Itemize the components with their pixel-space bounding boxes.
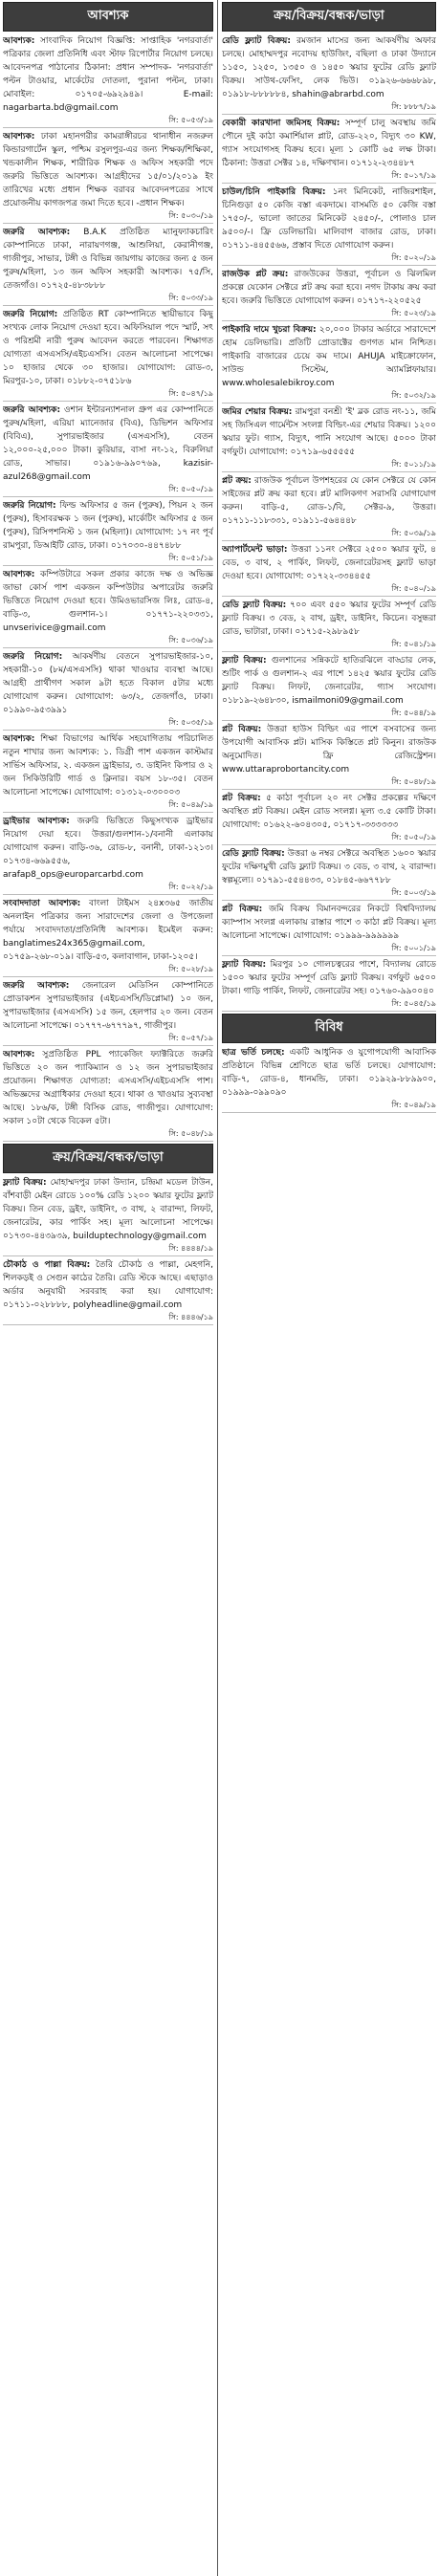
ad-lead: আবশ্যক: — [3, 734, 35, 744]
classified-ad — [222, 847, 436, 901]
classified-ad — [222, 903, 436, 956]
classified-ad — [3, 568, 213, 648]
ad-code: সি: ৫০২৮/১৯ — [168, 965, 213, 973]
ad-lead: অ্যাপার্টমেন্ট ভাড়া: — [222, 545, 288, 555]
ad-lead: ফ্ল্যাট বিক্রয়: — [222, 656, 267, 666]
ad-text: ঢাকা মহানগরীর কামরাঙ্গীরচর থানাধীন নজরুল কিন্ডারগার্টেন স্কুল, পশ্চিম রসুলপুর-এর জন্য শিক্ষক/শিক্ষিকা, খন্ডকালীন শিক্ষক, শারীরিক শিক্ষক ও অফিস সহকারী পদে জরুরি ভিত্তিতে আবশ্যক। আগ্রহীদের ১৫/০১/২০১৯ ইং তারিখের মধ্যে প্রধান শিক্ষক বরাবর আবেদনপত্রের সাথে প্রয়োজনীয় কাগজপত্র জমা দিতে হবে। -প্রধান শিক্ষক। — [3, 132, 213, 208]
classified-ad — [222, 323, 436, 404]
ad-code: সি: ৫০৪৮/১৯ — [391, 777, 436, 786]
ad-lead: ফ্ল্যাট বিক্রয়: — [3, 1178, 47, 1188]
ad-code: সি: ৫০১১/১৯ — [391, 460, 436, 469]
ad-text: উত্তরা হাউস বিল্ডিং এর পাশে বসবাসের জন্য উপযোগী আবাসিক প্লট। মাসিক কিস্তিতে প্লট কিনুন। রাজউক অনুমোদিত। ফ্রি রেজিস্ট্রেশন। www.uttaraprobortancity.com — [222, 725, 436, 775]
ad-code: সি: ৫০৫১/১৯ — [168, 554, 213, 562]
ad-code: সি: ৫০৩০/১৯ — [168, 211, 213, 220]
ad-lead: বেকারী কারখানা জমিসহ বিক্রয়: — [222, 119, 340, 128]
classified-ad — [3, 34, 213, 128]
ad-text: ১নং মিনিকেট, নাজিরশাইল, চিনিগুড়া ৫০ কেজি বস্তা একদামে। বাসমতি ৫০ কেজি বস্তা ১৭৫০/-, ভালো জাতের মিনিকেট ২৪৫০/-, পোলাও চাল ৯৫০০/-। ফ্রি ডেলিভারি। মালিবাগ বাজার রোড, ঢাকা। ০১৭১১-৪৪৫৫৬৬, প্রস্তাব দিতে যোগাযোগ করুন। — [222, 187, 436, 251]
left-column — [3, 0, 213, 2576]
classified-ad — [222, 543, 436, 597]
ad-text: আকর্ষণীয় বেতনে সুপারভাইজার-১০, সহকারী-১০ (৮ম/এসএসসি) থাকা খাওয়ার ব্যবস্থা আছে। আগ্রহী প্রার্থীগণ সকাল ৯টা হতে বিকাল ৫টার মধ্যে যোগাযোগ করুন। যোগাযোগ: ৬৩/২, তেজগাঁও, ঢাকা। ০১৯৯০-৯৫৩৯৯১ — [3, 652, 213, 715]
ad-text: জমি বিক্রয় বিমানবন্দরের নিকটে বিশ্ববিদ্যালয় ক্যাম্পাস সংলগ্ন এলাকায় রাস্তার পাশে ৩ কাঠা প্লট বিক্রয়। মূল্য আলোচনা সাপেক্ষে। যোগাযোগ: ০১৯৯৯-৯৯৯৯৯৯ — [222, 905, 436, 941]
ad-text: সম্পূর্ণ চালু অবস্থায় জমি পৌনে দুই কাঠা কমার্শিয়াল প্লাট, রোড-২২০, বিদ্যুৎ ৩০ KW, গ্যাস সংযোগসহ বিক্রয় হবে। মূল্য ১ কোটি ৬৫ লক্ষ টাকা। ঠিকানা: উত্তরা সেক্টর ১৪, দক্ষিণখান। ০১৭১২-২৩৪৪৮৭ — [222, 119, 436, 168]
section-header-buy-sell-right: ক্রয়/বিক্রয়/বন্ধক/ভাড়া — [222, 2, 436, 32]
right-ads-list — [222, 34, 436, 1012]
classified-ad — [3, 499, 213, 566]
ad-text: একটি আধুনিক ও যুগোপযোগী আবাসিক প্রতিষ্ঠানে বিভিন্ন শ্রেণিতে ছাত্র ভর্তি চলছে। যোগাযোগ: বাড়ি-৭, রোড-৪, ধানমন্ডি, ঢাকা। ০১৯২৯-৮৮৯৯০০, ০১৯৯৯-০৯৯০৯০ — [222, 1048, 436, 1098]
classified-ad — [3, 130, 213, 224]
classified-ad — [222, 654, 436, 721]
ad-code: সি: ৫০৩২/১৯ — [391, 391, 436, 400]
ad-lead: আবশ্যক: — [3, 570, 35, 579]
ad-text: মিরপুর ১০ গোলচত্বরের পাশে, বিদ্যালয় রোডে ১৫০০ স্কয়ার ফুটের সম্পূর্ণ রেডি ফ্ল্যাট বিক্রয়। বর্গফুট ৬৫০০ টাকা। গাড়ি পার্কিং, লিফট, জেনারেটর সহ। ০১৭৬০-৯৯০০৪০ — [222, 960, 436, 996]
ad-lead: প্লট বিক্রয়: — [222, 725, 262, 734]
ad-lead: প্লট বিক্রয়: — [222, 794, 261, 803]
classified-ad — [222, 958, 436, 1012]
ad-lead: ফ্ল্যাট বিক্রয়: — [222, 960, 267, 970]
ad-lead: জরুরি আবশ্যক: — [3, 228, 71, 237]
left-ads2-list — [3, 1176, 213, 1325]
ad-lead: প্লট বিক্রয়: — [222, 905, 263, 914]
ad-text: ওশান ইন্টারন্যাশনাল গ্রুপ এর কোম্পানিতে পুরুষ/মহিলা, এরিয়া ম্যানেজার (বিএ), ডিভিশন অফিসার (বিবিএ), সুপারভাইজার (এসএসসি), বেতন ১২,০০০-২৫,০০০ টাকা। কুরিয়ার, বাসা নং-১২, বিরুলিয়া রোড, সাভার। ০১৯১৬-৯৯০৭৬৯, kazisir-azul268@gmail.com — [3, 405, 213, 482]
ad-text: রাজউকের উত্তরা, পূর্বাচল ও ঝিলমিল প্রকল্পে যেকোন সেক্টরে প্লট ক্রয় করা হবে। নগদ টাকায় ক্রয় করা হবে। জরুরি ভিত্তিতে যোগাযোগ করুন। ০১৭১৭-২২০৫২৫ — [222, 270, 436, 306]
ad-text: রাজউক পূর্বাচল উপশহরের যে কোন সেক্টরে যে কোন সাইজের প্লট ক্রয় করা হবে। প্লট মালিকগণ সরাসরি যোগাযোগ করুন। বাড়ি-৫, রোড-১/বি, সেক্টর-৯, উত্তরা। ০১৭১১-১১৮৩৩১, ০১৯১১-৫৬৪৪৪৮ — [222, 476, 436, 526]
ad-text: কম্পিউটারে সকল প্রকার কাজে দক্ষ ও অভিজ্ঞ জাভা কোর্স পাশ একজন কম্পিউটার অপারেটর জরুরি ভিত্তিতে নিয়োগ দেওয়া হবে। উমিওভারসিজ লিঃ, রোড-৪, বাড়ি-৩, গুলশান-১। ০১৭৭১-২২০৩৩১, unvserivice@gmail.com — [3, 570, 213, 633]
classified-ad — [3, 404, 213, 497]
ad-code: সি: ৫০৩৩/১৯ — [168, 294, 213, 302]
ad-code: সি: ৫০৪৮/১৯ — [168, 1129, 213, 1138]
classified-ad — [222, 34, 436, 115]
ad-code: সি: ৫০০৩/১৯ — [391, 888, 436, 897]
ad-code: সি: ৫০৪১/১৯ — [391, 640, 436, 648]
ad-code: সি: ৫০৪৯/১৯ — [391, 1101, 436, 1109]
ad-text: ৫ কাঠা পূর্বাচল ২০ নং সেক্টর প্রকল্পের দক্ষিণে অবস্থিত প্লট বিক্রয়। মেইন রোড সংলগ্ন। মূল্য ৩.৫ কোটি টাকা। যোগাযোগ: ০১৬২২-৬০৪৩০৫, ০১৭১৭-৩৩৩৩৩৩ — [222, 794, 436, 830]
ad-code: সি: ৫০৪৯/১৯ — [168, 800, 213, 809]
ad-text: ৭০০ এবং ৫৫০ স্কয়ার ফুটের সম্পূর্ণ রেডি ফ্ল্যাট বিক্রয়। ৩ বেড, ২ বাথ, ড্রইং, ডাইনিং, কিচেন। বসুন্ধরা রোড, ভাটারা, ঢাকা। ০১৭১৫-২৯৮৯৫৮ — [222, 600, 436, 637]
ad-text: মোহাম্মদপুর ঢাকা উদ্যান, চন্দ্রিমা মডেল টাউন, বাঁশবাড়ী মেইন রোডে ১০০% রেডি ১২০০ স্কয়ার ফুটের ফ্ল্যাট বিক্রয়। তিন বেড, ড্রইং, ডাইনিং, ৩ বাথ, ২ বারান্দা, লিফট, জেনারেটর, কার পার্কিং সহ। মূল্য আলোচনা সাপেক্ষে। ০১৭৩০-৪৪৩৯৩৯, builduptechnology@gmail.com — [3, 1178, 213, 1241]
ad-code: সি: ৫০৫৩/১৯ — [168, 116, 213, 124]
ad-lead: জরুরি নিয়োগ: — [3, 501, 56, 511]
ad-lead: আবশ্যক: — [3, 132, 35, 142]
ad-text: উত্তরা ১১নং সেক্টরে ২৫০০ স্কয়ার ফুট, ৪ বেড, ৩ বাথ, ২ পার্কিং, লিফট, জেনারেটরসহ ফ্ল্যাট ভাড়া দেওয়া হবে। যোগাযোগ: ০১৭২২-৩৩৪৪৫৫ — [222, 545, 436, 581]
right-column — [222, 0, 436, 2576]
ad-lead: চৌকাঠ ও পাল্লা বিক্রয়: — [3, 1260, 91, 1270]
ad-lead: জরুরি নিয়োগ: — [3, 310, 58, 319]
ad-lead: আবশ্যক: — [3, 1050, 35, 1059]
ad-text: তৈরি চৌকাঠ ও পাল্লা, মেহগনি, শিলকড়ই ও সেগুন কাঠের তৈরি। রেডি স্টকে আছে। এছাড়াও অর্ডার অনুযায়ী সরবরাহ করা হয়। যোগাযোগ: ০১৭১১-০২৮৮৮৮, polyheadline@gmail.com — [3, 1260, 213, 1310]
ad-text: শিক্ষা বিভাগের আর্থিক সহযোগিতায় পরিচালিত নতুন শাখার জন্য আবশ্যক: ১. ডিগ্রী পাশ একজন কাস্টমার সার্ভিস অফিসার, ২. একজন ড্রাইভার, ৩. ডাইনিং কিপার ও ২ জন সিকিউরিটি গার্ড ও ক্লিনার। বয়স ১৮-৩৫। বেতন আলোচনা সাপেক্ষে। যোগাযোগ: ০১৩১২-০৩০০০৩ — [3, 734, 213, 797]
ad-lead: আবশ্যক: — [3, 36, 35, 46]
section-header-buy-sell-left: ক্রয়/বিক্রয়/বন্ধক/ভাড়া — [3, 1144, 213, 1173]
ad-code: সি: ৫০৩৫/১৯ — [168, 718, 213, 727]
ad-lead: ড্রাইভার আবশ্যক: — [3, 817, 70, 826]
classified-ad — [3, 1176, 213, 1256]
ad-code: সি: ৫০৩৬/১৯ — [168, 636, 213, 644]
ad-text: জরুরি ভিত্তিতে কিছুসংখ্যক ড্রাইভার নিয়োগ দেয়া হবে। উত্তরা/গুলশান-১/বনানী এলাকায় যোগাযোগ করুন। বাড়ি-৩৬, রোড-৮, বনানী, ঢাকা-১২১৩। ০১৭৩৪-৬৬৯৫৫৬, arafap8_ops@europarcarbd.com — [3, 817, 213, 880]
ad-lead: রাজউক প্লট ক্রয়: — [222, 270, 289, 279]
ad-code: সি: ৫০৪৭/১৯ — [168, 389, 213, 398]
ad-text: ফিল্ড অফিসার ৫ জন (পুরুষ), পিয়ন ২ জন (পুরুষ), হিসাবরক্ষক ১ জন (পুরুষ), মার্কেটিং অফিসার ৫ জন (পুরুষ), রিসিপশনিস্ট ১ জন (মহিলা)। যোগাযোগ: ১৭ নং পূর্ব রামপুরা, ডিআইটি রোড, ঢাকা। ০১৭০৩০-৪৪৭৪৮৮ — [3, 501, 213, 551]
ad-lead: রেডি ফ্ল্যাট বিক্রয়: — [222, 36, 291, 46]
ad-code: সি: ৫০২০/১৯ — [391, 253, 436, 262]
right-ads2-list — [222, 1046, 436, 1113]
ad-lead: চাউল/চিনি পাইকারি বিক্রয়: — [222, 187, 326, 197]
ad-lead: সংবাদদাতা আবশ্যক: — [3, 899, 81, 908]
ad-code: সি: ৫০৫৭/১৯ — [168, 1034, 213, 1042]
classified-ad — [3, 979, 213, 1046]
ad-lead: জরুরি আবশ্যক: — [3, 405, 61, 415]
section-header-wanted: আবশ্যক — [3, 2, 213, 32]
classified-ad — [222, 723, 436, 790]
ad-lead: জমির শেয়ার বিক্রয়: — [222, 407, 293, 417]
ad-code: সি: ৫০৪৫/১৯ — [391, 999, 436, 1008]
ad-code: সি: ৫০০১/১৯ — [391, 944, 436, 952]
ad-text: প্রতিষ্ঠিত RT কোম্পানিতে স্থায়ীভাবে কিছু সংখ্যক লোক নিয়োগ দেওয়া হবে। অফিসিয়াল পদে স্মার্ট, সৎ ও পরিশ্রমী নারী পুরুষ আবেদন করতে পারবেন। শিক্ষাগত যোগ্যতা এসএসসি/এইচএসসি। বেতন আলোচনা সাপেক্ষে। ১০ হাজার থেকে ৩০ হাজার। যোগাযোগ: রোড-৩, মিরপুর-১০, ঢাকা। ০১৮৮২-০৭৫১৮৬ — [3, 310, 213, 386]
ad-lead: প্লট ক্রয়: — [222, 476, 252, 486]
section-header-misc: বিবিধ — [222, 1014, 436, 1043]
ad-code: সি: ৫০৫০/১৯ — [391, 833, 436, 841]
ad-code: সি: ৫০১৭/১৯ — [391, 171, 436, 180]
ad-text: রামপুরা বনশ্রী 'ই' ব্লক রোড নং-১১, জমি সহ জিসিএল গার্মেন্টস সংলগ্ন বিল্ডিং-এর শেয়ার বিক্রয়। ১২০০ স্কয়ার ফুট। গ্যাস, বিদ্যুৎ, পানি সংযোগ আছে। ৫০০০ টাকা বর্গফুট। যোগাযোগ: ০১৭১৯-৬৫৫৫৫৫ — [222, 407, 436, 457]
classified-ad — [3, 308, 213, 402]
ad-lead: জরুরি নিয়োগ: — [3, 652, 63, 662]
ad-lead: রেডি ফ্ল্যাট বিক্রয়: — [222, 849, 285, 859]
ad-text: গুলশানের সন্নিকটে হাতিরঝিলে বাড্ডার লেক, শুটিং পার্ক ও গুলশান-২ এর পাশে ১৪২৫ স্কয়ার ফুটের রেডি ফ্ল্যাট বিক্রয়। লিফট, জেনারেটর, গ্যাস সংযোগ। ০১৮১৯-২৬৪৮৩০, ismailmoni09@gmail.com — [222, 656, 436, 706]
ad-code: সি: ৮৮৮৭/১৯ — [391, 102, 436, 111]
classified-ad — [3, 1258, 213, 1325]
ad-text: জেনারেল মেডিসিন কোম্পানিতে প্রোডাকশন সুপারভাইজার (এইচএসসি/ডিপ্লোমা) ১০ জন, সুপারভাইজার (এসএসসি) ১৫ জন, হেলপার ২০ জন। বেতন আলোচনা সাপেক্ষে। ০১৭৭৭-৬৭৭৭৯৭, গাজীপুর। — [3, 981, 213, 1031]
ad-text: ২০,০০০ টাকার অর্ডারে সারাদেশে হোম ডেলিভারি। প্রতিটি প্রোডাক্টের গুণগত মান নিশ্চিত। পাইকারি বাজারের চেয়ে কম দামে। AHUJA মাইক্রোফোন, সাউন্ড সিস্টেম, অ্যামপ্লিফায়ার। www.wholesalebikroy.com — [222, 325, 436, 388]
classified-ad — [3, 226, 213, 306]
classified-ad — [222, 1046, 436, 1113]
ad-code: সি: ৪৪৪৪/১৯ — [168, 1244, 213, 1253]
classified-ad — [3, 732, 213, 813]
classified-ad — [222, 792, 436, 845]
ad-text: বাংলা টাইমস ২৪x৩৬৫ জাতীয় অনলাইন পত্রিকার জন্য সারাদেশের জেলা ও উপজেলা পর্যায়ে সংবাদদাতা/প্রতিনিধি আবশ্যক। ইমেইল করুন: banglatimes24x365@gmail.com, ০১৭৫৯-২৬৮-০১৯। বাড়ি-৫৩, কলাবাগান, ঢাকা-১২০৫। — [3, 899, 213, 962]
left-ads-list — [3, 34, 213, 1142]
ad-lead: পাইকারি দামে খুচরা বিক্রয়: — [222, 325, 317, 335]
column-divider — [217, 0, 218, 2576]
classified-ad — [222, 186, 436, 266]
ad-text: রমজান মাসের জন্য আকর্ষণীয় অফার চলছে। মোহাম্মদপুর নবোদয় হাউজিং, বছিলা ও ঢাকা উদ্যানে ১১৫০, ১২৫০, ১৩৫০ ও ১৪৫০ স্কয়ার ফুটের রেডি ফ্ল্যাট বিক্রয়। সাউথ-ফেসিং, লেক ভিউ। ০১৯২৬-৬৬৬৮৯৮, ০১৯১৮-৮৮৮৮৮৪, shahin@abrarbd.com — [222, 36, 436, 99]
classified-ad — [222, 405, 436, 472]
classified-ad — [222, 268, 436, 321]
ad-text: উত্তরা ৬ নম্বর সেক্টরে অবস্থিত ১৬০০ স্কয়ার ফুটের দক্ষিণমুখী রেডি ফ্ল্যাট বিক্রয়। ৩ বেড, ৩ বাথ, ২ বারান্দা। স্বল্পমূল্যে। ০১৭৯১-৫৫৪৪৩৩, ০১৮৪৫-৬৬৭৭৮৮ — [222, 849, 436, 885]
ad-text: B.A.K প্রতিষ্ঠিত ম্যানুফ্যাকচারিং কোম্পানিতে ঢাকা, নারায়ণগঞ্জ, আশুলিয়া, কেরানীগঞ্জ, গাজীপুর, সাভার, টঙ্গী ও বিভিন্ন জায়গায় কাজের জন্য ৫ জন পুরুষ/মহিলা, ১৩ জন অফিস সহকারী আবশ্যক। ৭৫/সি, তেজগাঁও। ০১৭২৫-৪৮৩৮৮৮ — [3, 228, 213, 291]
ad-code: সি: ৫০৪০/১৯ — [391, 584, 436, 593]
ad-lead: রেডি ফ্ল্যাট বিক্রয়: — [222, 600, 287, 610]
classified-ad — [222, 117, 436, 184]
ad-code: সি: ৪৪৪৬/১৯ — [168, 1313, 213, 1321]
ad-text: সাংবাদিক নিয়োগ বিজ্ঞপ্তি: সাপ্তাহিক 'নগরবার্তা' পত্রিকার জেলা প্রতিনিধি এবং স্টাফ রিপোর্টার নিয়োগ চলছে। আবেদনপত্র পাঠানোর ঠিকানা: প্রধান সম্পাদক- 'নগরবার্তা' পল্টন টাওয়ার, মার্কেটের দোতলা, পুরানা পল্টন, ঢাকা। মোবাইল: ০১৭০৫-৬৯২৯৪৯। E-mail: nagarbarta.bd@gmail.com — [3, 36, 213, 113]
ad-lead: ছাত্র ভর্তি চলছে: — [222, 1048, 285, 1058]
ad-lead: জরুরি আবশ্যক: — [3, 981, 70, 991]
ad-code: সি: ৫০২২/১৯ — [168, 883, 213, 891]
classified-ad — [3, 1048, 213, 1142]
classified-ad — [3, 650, 213, 731]
classified-ad — [222, 474, 436, 541]
ad-text: সুপ্রতিষ্ঠিত PPL প্যাকেজিং ফ্যাক্টরিতে জরুরি ভিত্তিতে ২০ জন প্যাকিম্যান ও ১২ জন সুপারভাইজার প্রয়োজন। শিক্ষাগত যোগ্যতা: এসএসসি/এইচএসসি পাশ। অভিজ্ঞদের অগ্রাধিকার দেওয়া হবে। থাকা ও খাওয়ার সুব্যবস্থা আছে। ১৮৬/ক, টঙ্গী বিসিক রোড, গাজীপুর। যোগাযোগ: সকাল ১০টা থেকে বিকেল ৫টা। — [3, 1050, 213, 1126]
classified-ad — [222, 599, 436, 652]
ad-code: সি: ৫০২৩/১৯ — [391, 309, 436, 317]
ad-code: সি: ৫০৩৯/১৯ — [391, 529, 436, 537]
ad-code: সি: ৫০৪৪/১৯ — [391, 709, 436, 717]
classified-ad — [3, 897, 213, 977]
ad-code: সি: ৫০৫০/১৯ — [168, 485, 213, 493]
classified-ad — [3, 815, 213, 895]
